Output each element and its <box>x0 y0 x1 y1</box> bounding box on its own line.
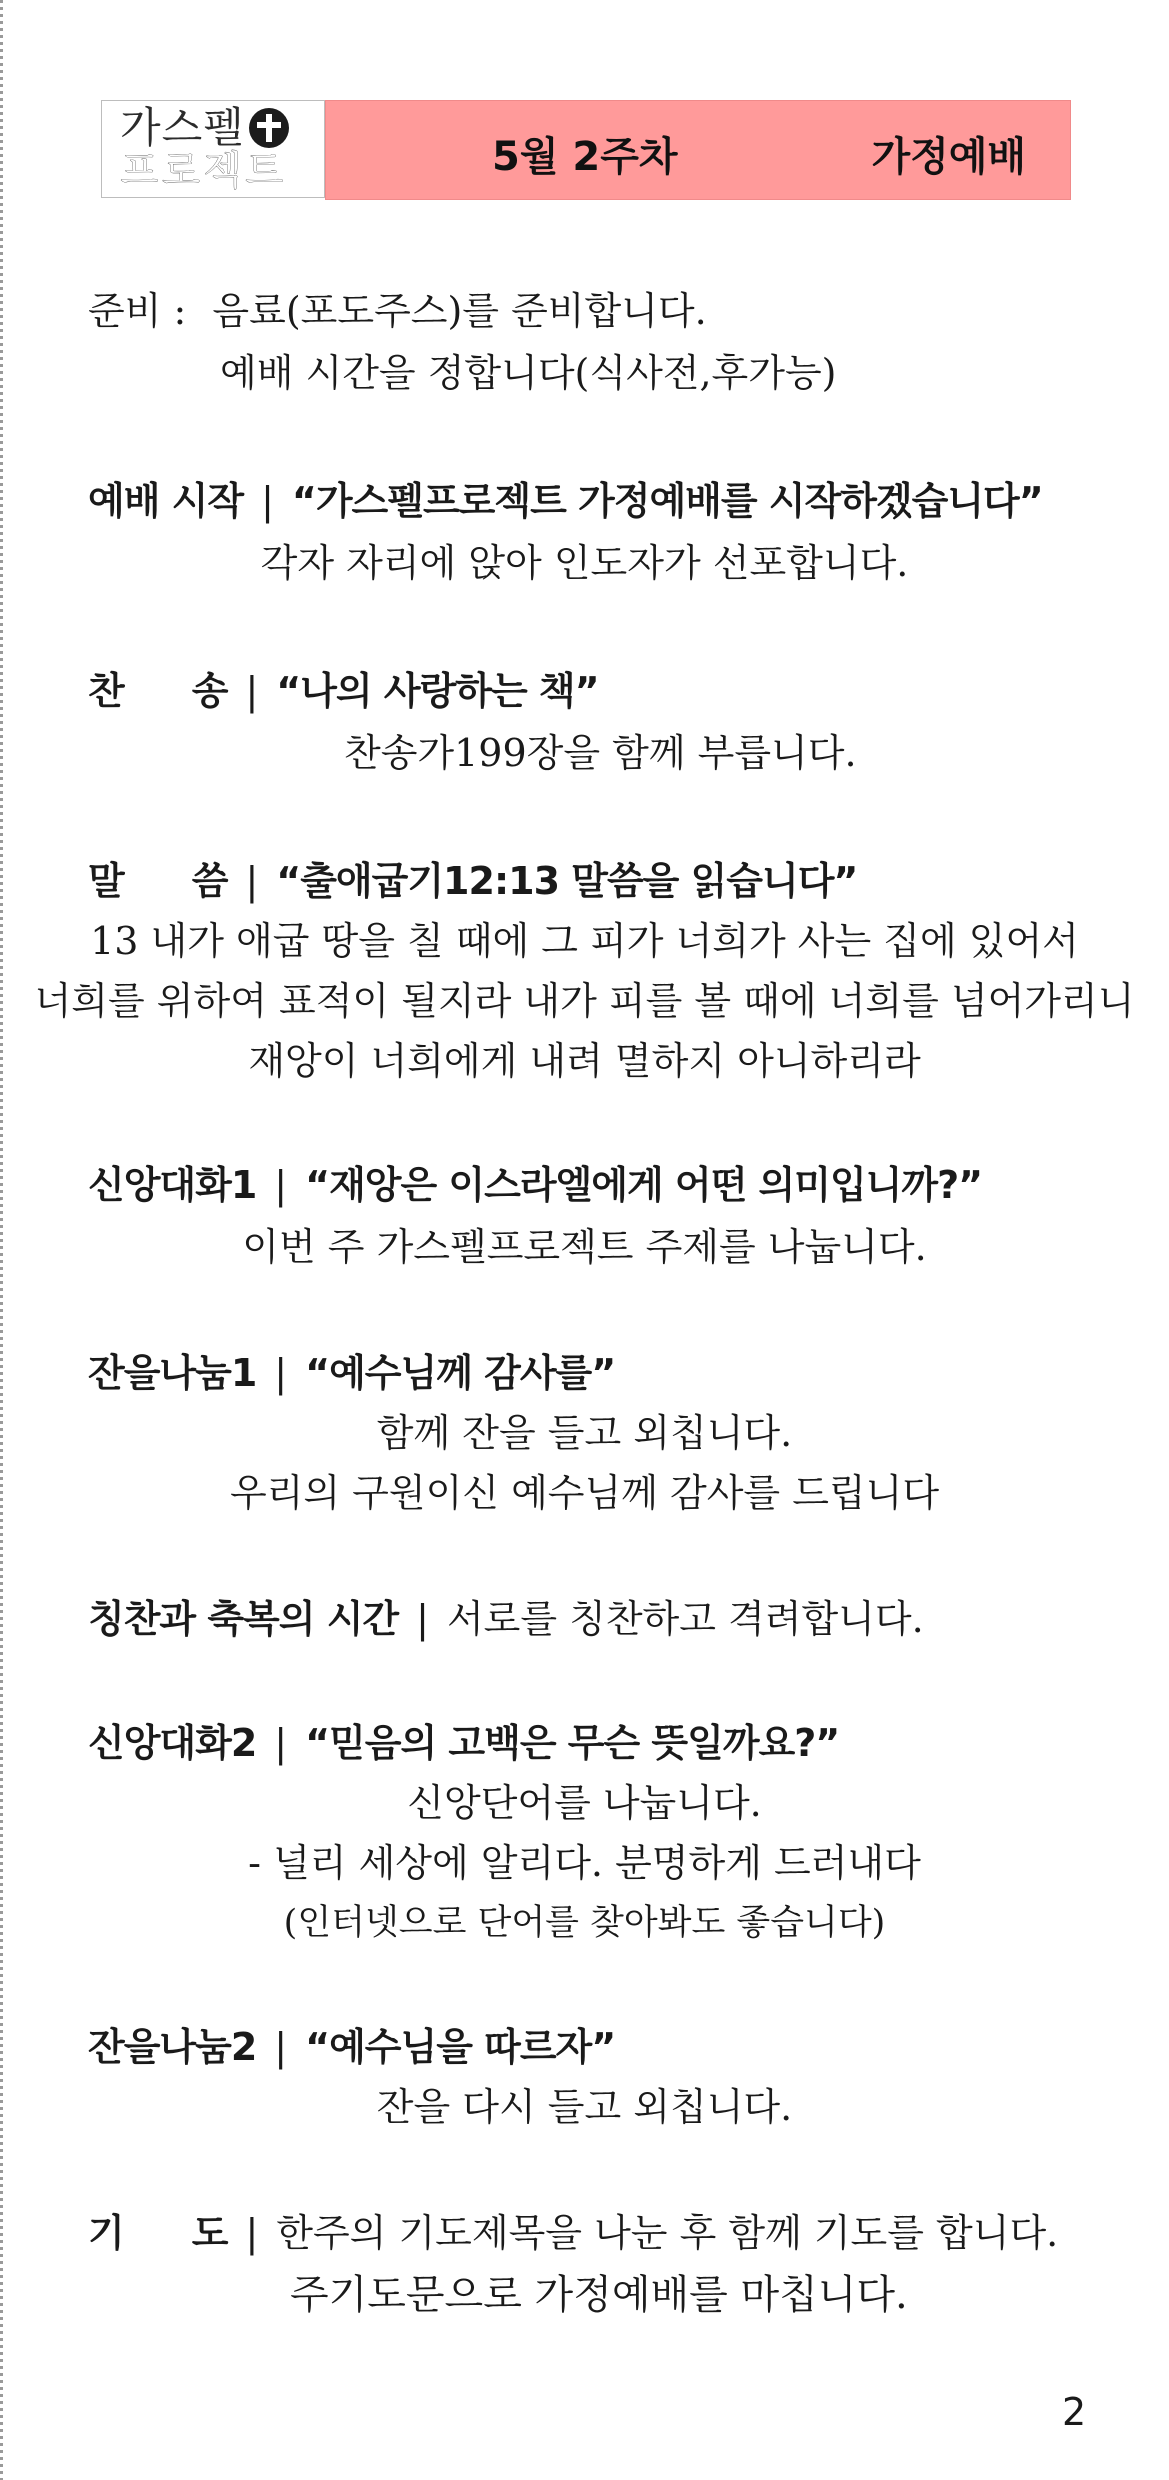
logo-line2: 프로젝트 <box>120 148 287 194</box>
separator: | <box>245 2211 259 2255</box>
prayer-line: 주기도문으로 가정예배를 마칩니다. <box>290 2272 908 2318</box>
separator: | <box>274 2025 288 2069</box>
prayer-text: 한주의 기도제목을 나눈 후 함께 기도를 합니다. <box>276 2211 1059 2255</box>
prep-line1 <box>88 288 707 334</box>
talk2-quote: “믿음의 고백은 무슨 뜻일까요?” <box>305 1721 840 1765</box>
separator: | <box>274 1163 288 1207</box>
talk2-label: 신앙대화2 <box>88 1721 257 1765</box>
hymn-heading <box>88 668 599 714</box>
prayer-label-a: 기 <box>88 2211 124 2255</box>
talk1-quote: “재앙은 이스라엘에게 어떤 의미입니까?” <box>305 1163 983 1207</box>
talk2-line2: - 널리 세상에 알리다. 분명하게 드러내다 <box>248 1841 921 1885</box>
title-banner <box>325 100 1071 200</box>
praise-text: 서로를 칭찬하고 격려합니다. <box>446 1597 924 1641</box>
cup1-line2: 우리의 구원이신 예수님께 감사를 드립니다 <box>229 1471 940 1515</box>
cup2-heading <box>88 2024 615 2070</box>
scripture-line2: 너희를 위하여 표적이 될지라 내가 피를 볼 때에 너희를 넘어가리니 <box>34 979 1135 1023</box>
cross-icon <box>249 108 289 148</box>
hymn-quote: “나의 사랑하는 책” <box>276 669 599 713</box>
word-label-a: 말 <box>88 859 124 903</box>
prep-line2: 예배 시간을 정합니다(식사전,후가능) <box>220 351 837 395</box>
cup1-heading <box>88 1350 615 1396</box>
separator: | <box>416 1597 429 1641</box>
talk2-heading <box>88 1720 839 1766</box>
talk1-line: 이번 주 가스펠프로젝트 주제를 나눕니다. <box>242 1225 927 1269</box>
start-line: 각자 자리에 앉아 인도자가 선포합니다. <box>260 541 909 585</box>
page-title: 가정예배 <box>871 134 1026 180</box>
talk1-label: 신앙대화1 <box>88 1163 257 1207</box>
cup2-quote: “예수님을 따르자” <box>305 2025 616 2069</box>
week-label: 5월 2주차 <box>492 134 678 180</box>
page-number: 2 <box>1062 2390 1087 2434</box>
praise-heading <box>88 1596 924 1642</box>
cup1-label: 잔을나눔1 <box>88 1351 257 1395</box>
prep-text1: 음료(포도주스)를 준비합니다. <box>212 289 707 333</box>
talk2-line1: 신앙단어를 나눕니다. <box>407 1781 762 1825</box>
separator: | <box>245 669 259 713</box>
word-quote: “출애굽기12:13 말씀을 읽습니다” <box>276 859 858 903</box>
scripture-line1: 13 내가 애굽 땅을 칠 때에 그 피가 너희가 사는 집에 있어서 <box>90 919 1079 963</box>
scripture-line3: 재앙이 너희에게 내려 멸하지 아니하리라 <box>248 1039 921 1083</box>
separator: | <box>274 1351 288 1395</box>
hymn-line: 찬송가199장을 함께 부릅니다. <box>344 731 857 775</box>
talk2-line3: (인터넷으로 단어를 찾아봐도 좋습니다) <box>283 1903 886 1943</box>
separator: | <box>261 479 274 523</box>
start-heading <box>88 478 1043 524</box>
separator: | <box>245 859 259 903</box>
prep-label: 준비 : <box>88 289 187 333</box>
prayer-heading <box>88 2210 1058 2256</box>
header <box>101 100 1071 200</box>
cup1-quote: “예수님께 감사를” <box>305 1351 616 1395</box>
hymn-label-b: 송 <box>191 669 228 713</box>
talk1-heading <box>88 1162 982 1208</box>
separator: | <box>274 1721 288 1765</box>
prayer-label-b: 도 <box>191 2211 228 2255</box>
cup2-line: 잔을 다시 들고 외칩니다. <box>376 2085 793 2129</box>
word-heading <box>88 858 857 904</box>
gospel-project-logo <box>101 100 325 198</box>
start-label: 예배 시작 <box>88 479 244 523</box>
hymn-label-a: 찬 <box>88 669 124 713</box>
cup1-line1: 함께 잔을 들고 외칩니다. <box>376 1411 793 1455</box>
cup2-label: 잔을나눔2 <box>88 2025 257 2069</box>
logo-line1: 가스펠 <box>120 103 245 152</box>
start-quote: “가스펠프로젝트 가정예배를 시작하겠습니다” <box>291 479 1043 523</box>
praise-label: 칭찬과 축복의 시간 <box>88 1597 399 1641</box>
word-label-b: 씀 <box>191 859 228 903</box>
